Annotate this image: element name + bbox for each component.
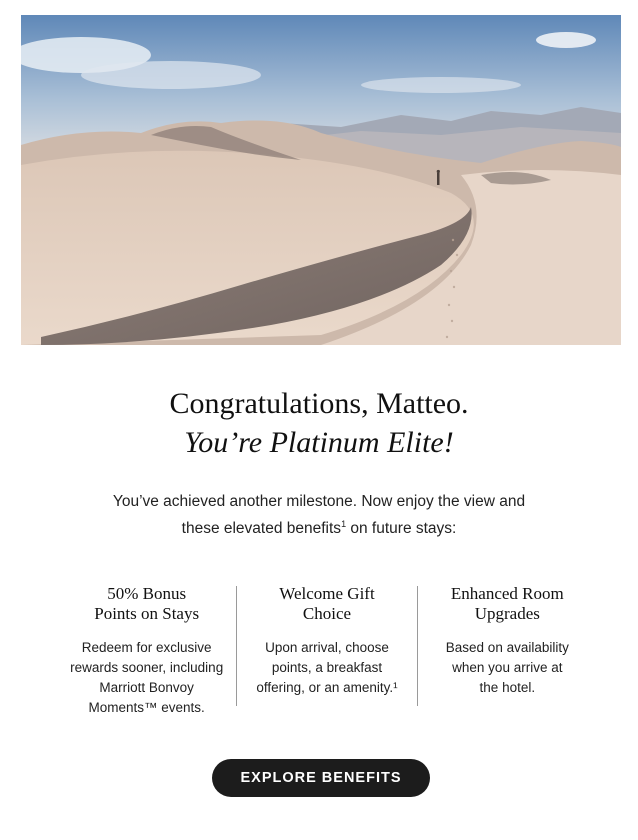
hero-image-svg: [21, 15, 621, 345]
benefit-description: [241, 638, 412, 698]
benefit-desc-line: Marriott Bonvoy: [99, 680, 194, 695]
benefit-desc-line: Redeem for exclusive: [81, 640, 212, 655]
intro-line-2: [0, 513, 638, 540]
intro-text: [0, 491, 638, 540]
congratulations-heading: Congratulations, Matteo.: [169, 387, 469, 420]
benefit-welcome-gift: [237, 584, 416, 714]
tier-heading: You’re Platinum Elite!: [184, 426, 454, 459]
intro-line-2-post: on future stays:: [346, 520, 457, 538]
benefit-title: [422, 584, 593, 624]
footnote-marker: 1: [341, 519, 347, 529]
benefit-description: [422, 638, 593, 698]
benefit-title: [61, 584, 232, 624]
benefit-desc-line: Upon arrival, choose: [265, 640, 389, 655]
benefit-desc-line: Based on availability: [445, 640, 569, 655]
benefits-row: [57, 584, 597, 714]
benefit-desc-line: when you arrive at: [452, 660, 563, 675]
benefit-title-line: Points on Stays: [94, 604, 200, 623]
benefit-title-line: Enhanced Room: [450, 584, 564, 603]
benefit-title-line: Welcome Gift: [279, 584, 375, 603]
benefit-desc-line: points, a breakfast: [271, 660, 383, 675]
benefit-description: [61, 638, 232, 718]
benefit-bonus-points: [57, 584, 236, 714]
headline: [0, 384, 638, 462]
hero-image-desert-dunes: [21, 15, 621, 345]
benefit-title-line: 50% Bonus: [107, 584, 187, 603]
benefit-title-line: Choice: [302, 604, 352, 623]
benefit-desc-line: offering, or an amenity.¹: [256, 680, 398, 695]
benefit-title: [241, 584, 412, 624]
intro-line-1: You’ve achieved another milestone. Now enjoy the view and: [112, 493, 526, 510]
benefit-desc-line: rewards sooner, including: [70, 660, 224, 675]
explore-benefits-button[interactable]: EXPLORE BENEFITS: [212, 759, 430, 797]
benefit-title-line: Upgrades: [474, 604, 540, 623]
intro-line-2-pre: these elevated benefits: [181, 520, 342, 538]
benefit-room-upgrades: [418, 584, 597, 714]
benefit-desc-line: the hotel.: [479, 680, 536, 695]
benefit-desc-line: Moments™ events.: [88, 700, 205, 715]
